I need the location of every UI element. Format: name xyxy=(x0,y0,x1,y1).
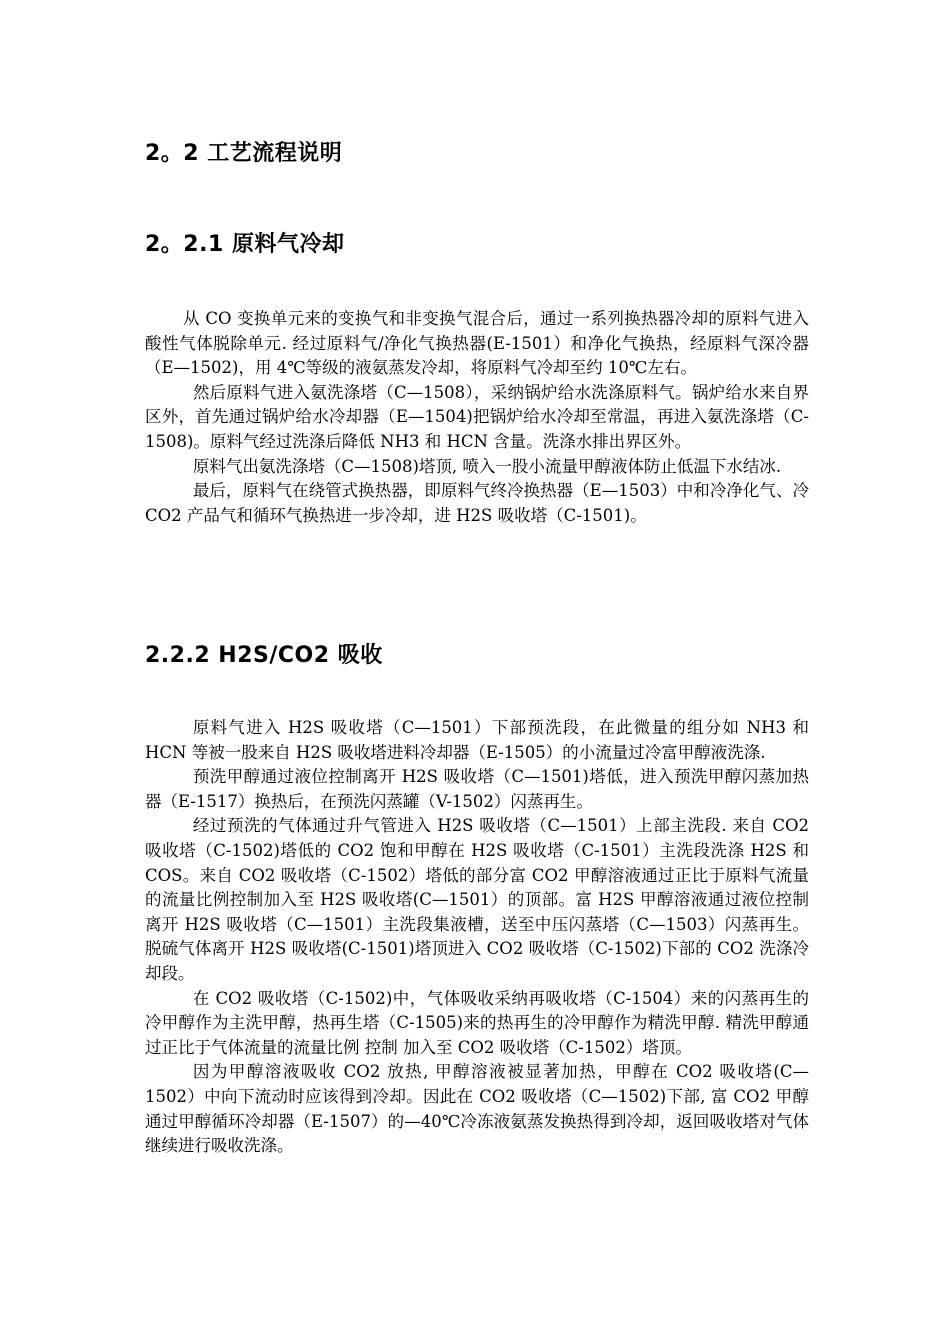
paragraph: 原料气出氨洗涤塔（C—1508)塔顶, 喷入一股小流量甲醇液体防止低温下水结冰. xyxy=(192,456,782,476)
paragraph: 在 CO2 吸收塔（C-1502)中，气体吸收采纳再吸收塔（C-1504）来的闪蒸再生的冷甲醇作为主洗甲醇，热再生塔（C-1505)来的热再生的冷甲醇作为精洗甲醇. 精洗甲醇通过正比于气体流量的流量比例 控制 加入至 CO2 吸收塔（C-1502）塔顶。 xyxy=(145,988,809,1057)
paragraph: 原料气进入 H2S 吸收塔（C—1501）下部预洗段，在此微量的组分如 NH3 和 HCN 等被一股来自 H2S 吸收塔进料冷却器（E-1505）的小流量过冷富甲醇液洗涤. xyxy=(145,718,809,762)
paragraph: 最后，原料气在绕管式换热器，即原料气终冷换热器（E—1503）中和冷净化气、冷 CO2 产品气和循环气换热进一步冷却，进 H2S 吸收塔（C-1501)。 xyxy=(145,481,809,525)
paragraph: 经过预洗的气体通过升气管进入 H2S 吸收塔（C—1501）上部主洗段. 来自 CO2 吸收塔（C-1502)塔低的 CO2 饱和甲醇在 H2S 吸收塔（C-1501）主洗段洗涤 H2S 和 COS。来自 CO2 吸收塔（C-1502）塔低的部分富 CO2 甲醇溶液通过正比于原料气流量的流量比例控制加入至 H2S 吸收塔(C—1501）的顶部。富 H2S 甲醇溶液通过液位控制离开 H2S 吸收塔（C—1501）主洗段集液槽，送至中压闪蒸塔（C—1503）闪蒸再生。脱硫气体离开 H2S 吸收塔(C-1501)塔顶进入 CO2 吸收塔（C-1502)下部的 CO2 洗涤冷却段。 xyxy=(145,816,809,983)
paragraph: 因为甲醇溶液吸收 CO2 放热, 甲醇溶液被显著加热，甲醇在 CO2 吸收塔(C—1502）中向下流动时应该得到冷却。因此在 CO2 吸收塔（C—1502)下部, 富 CO2 甲醇通过甲醇循环冷却器（E-1507）的—40℃冷冻液氨蒸发换热得到冷却，返回吸收塔对气体继续进行吸收洗涤。 xyxy=(145,1062,809,1156)
subsection-heading-raw-gas-cooling: 2。2.1 原料气冷却 xyxy=(145,232,345,257)
section-heading: 2。2 工艺流程说明 xyxy=(145,141,343,166)
paragraph: 预洗甲醇通过液位控制离开 H2S 吸收塔（C—1501)塔低，进入预洗甲醇闪蒸加热器（E-1517）换热后，在预洗闪蒸罐（V-1502）闪蒸再生。 xyxy=(145,767,809,811)
subsection-heading-h2s-co2-absorption: 2.2.2 H2S/CO2 吸收 xyxy=(145,643,383,668)
section-222-body xyxy=(145,716,809,1159)
paragraph: 然后原料气进入氨洗涤塔（C—1508），采纳锅炉给水洗涤原料气。锅炉给水来自界区外，首先通过锅炉给水冷却器（E—1504)把锅炉给水冷却至常温，再进入氨洗涤塔（C-1508)。原料气经过洗涤后降低 NH3 和 HCN 含量。洗涤水排出界区外。 xyxy=(145,382,809,451)
paragraph: 从 CO 变换单元来的变换气和非变换气混合后，通过一系列换热器冷却的原料气进入酸性气体脱除单元. 经过原料气/净化气换热器(E-1501）和净化气换热，经原料气深冷器（E—1502)，用 4℃等级的液氨蒸发冷却，将原料气冷却至约 10℃左右。 xyxy=(145,309,809,378)
section-221-body xyxy=(145,307,809,528)
